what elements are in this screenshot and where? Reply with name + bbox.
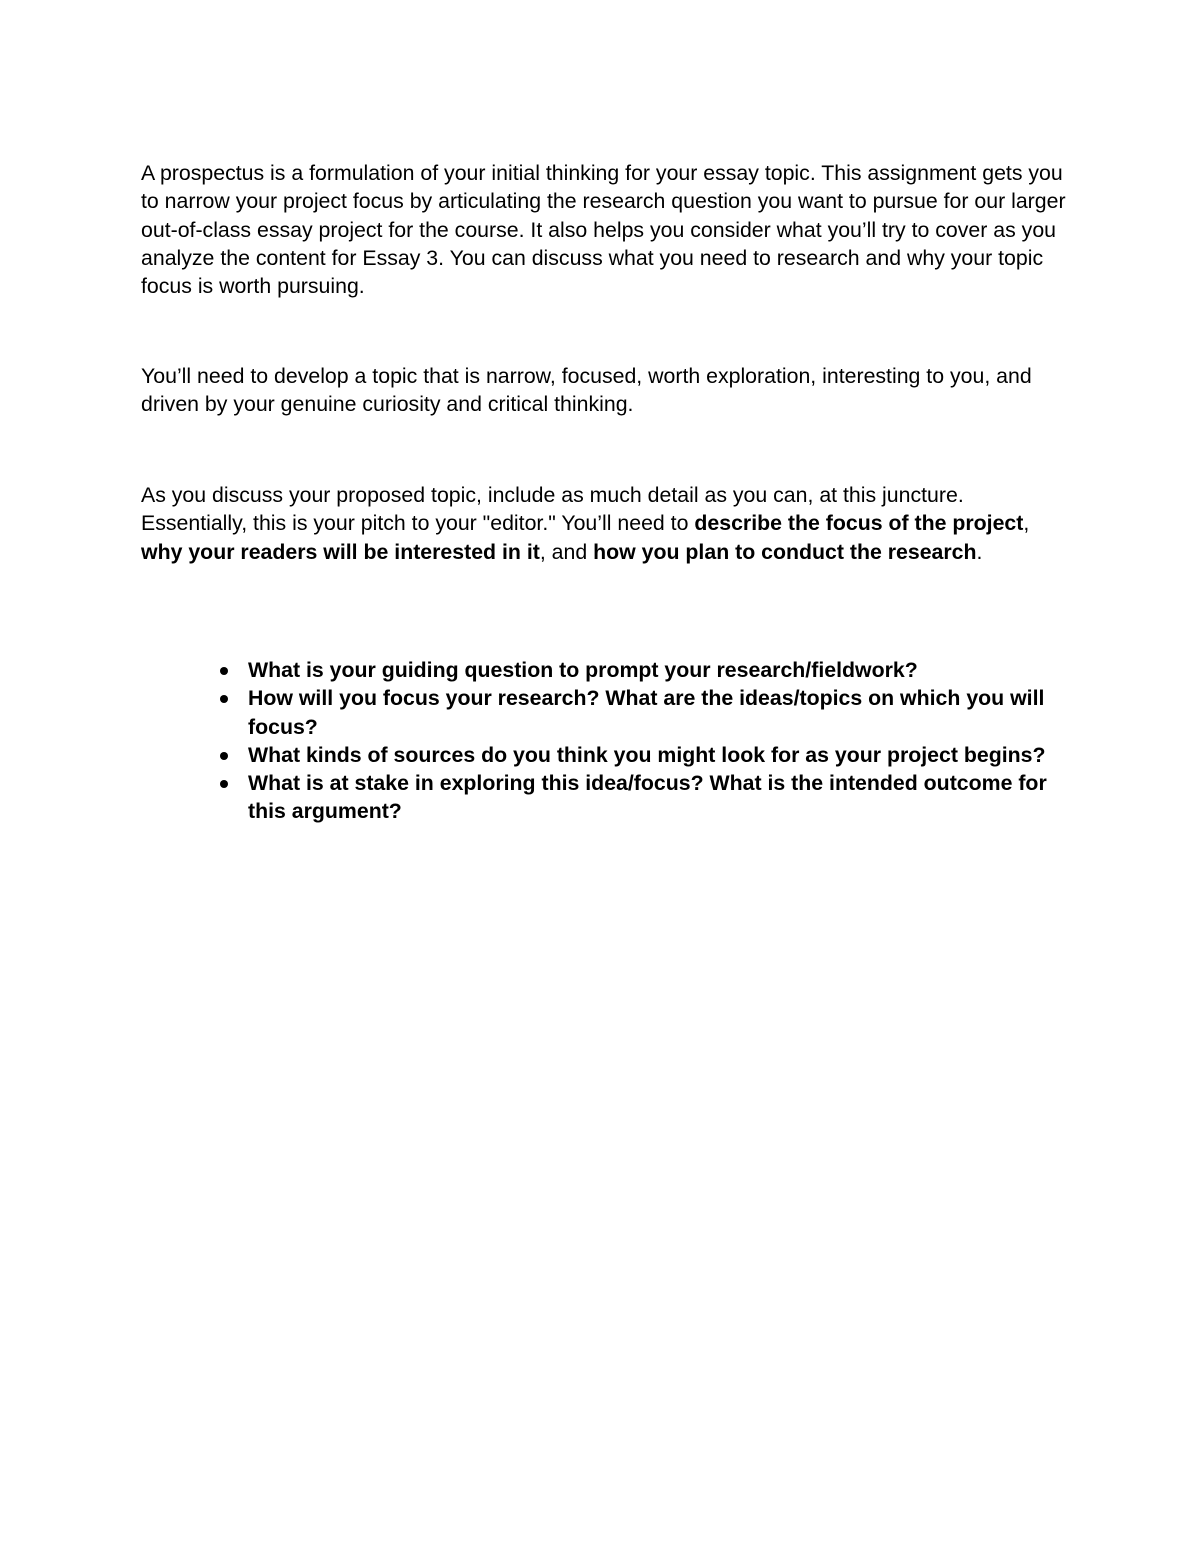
pitch-paragraph [141, 481, 1066, 566]
bullet-icon [220, 780, 228, 788]
pitch-separator-1: , [1023, 511, 1030, 536]
question-text: What is at stake in exploring this idea/focus? What is the intended outcome for this argument? [248, 771, 1047, 824]
pitch-end-punctuation: . [976, 539, 983, 564]
topic-requirements-paragraph: You’ll need to develop a topic that is narrow, focused, worth exploration, interesting to you, and driven by your genuine curiosity and critical thinking. [141, 364, 1032, 417]
guiding-questions-list [141, 656, 1066, 826]
bullet-icon [220, 752, 228, 760]
list-item [141, 656, 1066, 684]
question-text: What kinds of sources do you think you might look for as your project begins? [248, 742, 1046, 767]
list-item [141, 769, 1066, 826]
pitch-separator-2: , and [539, 539, 594, 564]
pitch-intro-text: As you discuss your proposed topic, include as much detail as you can, at this juncture. Essentially, this is your pitch to your "editor." You’ll need to [141, 483, 964, 536]
bullet-icon [220, 667, 228, 675]
bullet-icon [220, 695, 228, 703]
pitch-readers-emphasis: why your readers will be interested in it [141, 539, 540, 564]
list-item [141, 684, 1066, 741]
intro-paragraph: A prospectus is a formulation of your initial thinking for your essay topic. This assignment gets you to narrow your project focus by articulating the research question you want to pursue for our larger out-of-class essay project for the course. It also helps you consider what you’ll try to cover as you analyze the content for Essay 3. You can discuss what you need to research and why your topic focus is worth pursuing. [141, 161, 1066, 299]
list-item [141, 741, 1066, 769]
question-text: What is your guiding question to prompt your research/fieldwork? [248, 658, 918, 682]
question-text: How will you focus your research? What are the ideas/topics on which you will focus? [248, 686, 1045, 739]
pitch-focus-emphasis: describe the focus of the project [694, 511, 1024, 536]
pitch-research-emphasis: how you plan to conduct the research [593, 539, 977, 564]
